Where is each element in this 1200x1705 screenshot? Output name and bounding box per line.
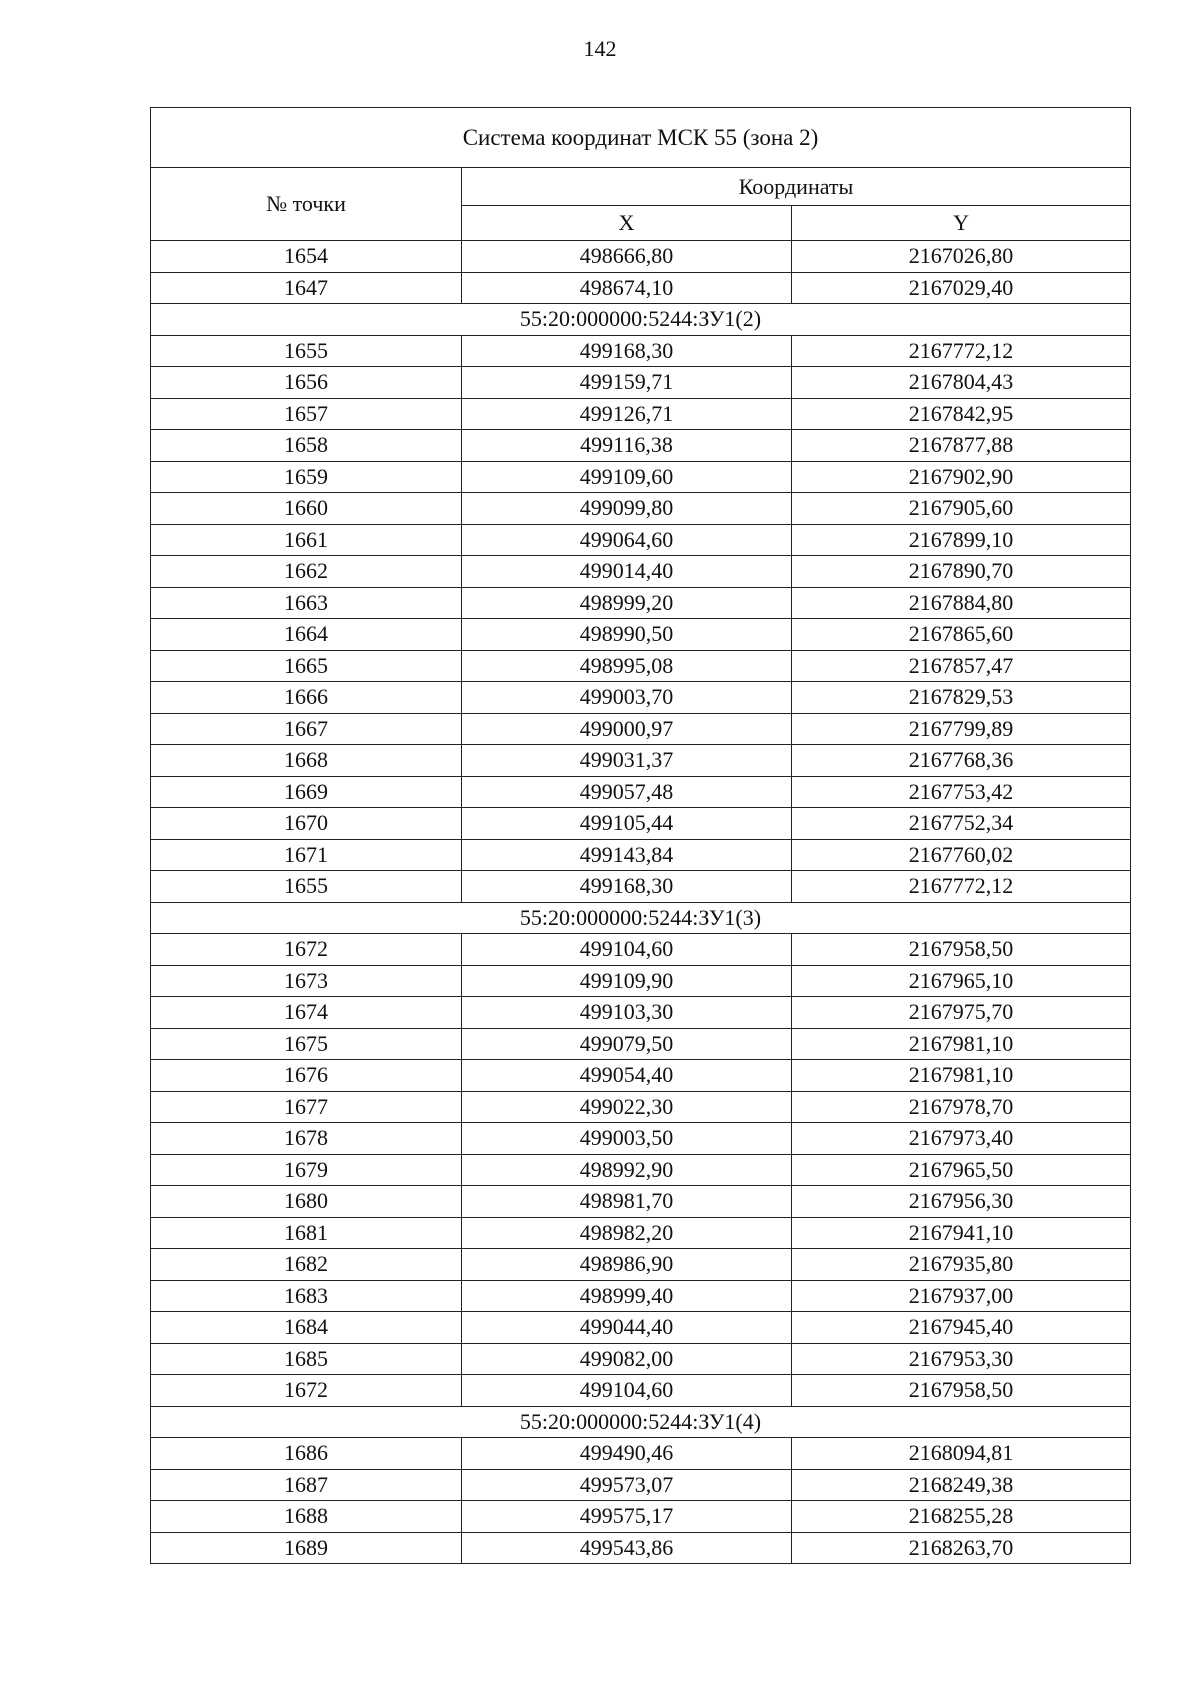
x-coordinate-cell: 499168,30 (462, 871, 792, 903)
x-coordinate-cell: 499105,44 (462, 808, 792, 840)
point-number-cell: 1683 (151, 1280, 462, 1312)
y-coordinate-cell: 2167772,12 (792, 335, 1131, 367)
table-row (151, 682, 1131, 714)
y-coordinate-cell: 2167958,50 (792, 934, 1131, 966)
y-coordinate-cell: 2167935,80 (792, 1249, 1131, 1281)
y-coordinate-cell: 2167799,89 (792, 713, 1131, 745)
table-row (151, 1343, 1131, 1375)
x-coordinate-cell: 498982,20 (462, 1217, 792, 1249)
point-number-cell: 1672 (151, 1375, 462, 1407)
table-row (151, 713, 1131, 745)
point-number-cell: 1658 (151, 430, 462, 462)
x-coordinate-cell: 499003,50 (462, 1123, 792, 1155)
point-number-cell: 1654 (151, 241, 462, 273)
point-number-cell: 1660 (151, 493, 462, 525)
table-row (151, 587, 1131, 619)
x-coordinate-cell: 498990,50 (462, 619, 792, 651)
table-row (151, 1217, 1131, 1249)
x-coordinate-cell: 499103,30 (462, 997, 792, 1029)
y-coordinate-cell: 2167865,60 (792, 619, 1131, 651)
point-number-cell: 1655 (151, 335, 462, 367)
point-number-cell: 1657 (151, 398, 462, 430)
point-number-cell: 1659 (151, 461, 462, 493)
point-number-cell: 1680 (151, 1186, 462, 1218)
point-number-cell: 1688 (151, 1501, 462, 1533)
y-coordinate-cell: 2167899,10 (792, 524, 1131, 556)
point-number-cell: 1678 (151, 1123, 462, 1155)
point-number-cell: 1681 (151, 1217, 462, 1249)
coordinates-table-body (151, 108, 1131, 1564)
section-row (151, 304, 1131, 336)
point-number-cell: 1671 (151, 839, 462, 871)
point-number-cell: 1673 (151, 965, 462, 997)
y-coordinate-cell: 2167890,70 (792, 556, 1131, 588)
table-row (151, 871, 1131, 903)
table-row (151, 808, 1131, 840)
table-row (151, 1280, 1131, 1312)
table-title-row (151, 108, 1131, 168)
x-coordinate-cell: 498999,40 (462, 1280, 792, 1312)
table-row (151, 1060, 1131, 1092)
table-row (151, 1312, 1131, 1344)
y-coordinate-cell: 2167905,60 (792, 493, 1131, 525)
y-coordinate-cell: 2167026,80 (792, 241, 1131, 273)
point-number-cell: 1665 (151, 650, 462, 682)
x-coordinate-cell: 499104,60 (462, 1375, 792, 1407)
y-coordinate-cell: 2167857,47 (792, 650, 1131, 682)
y-coordinate-cell: 2167753,42 (792, 776, 1131, 808)
x-coordinate-cell: 499079,50 (462, 1028, 792, 1060)
x-coordinate-cell: 499168,30 (462, 335, 792, 367)
x-coordinate-cell: 498666,80 (462, 241, 792, 273)
table-row (151, 619, 1131, 651)
point-number-cell: 1647 (151, 272, 462, 304)
table-row (151, 367, 1131, 399)
point-number-cell: 1663 (151, 587, 462, 619)
table-row (151, 839, 1131, 871)
x-coordinate-cell: 499054,40 (462, 1060, 792, 1092)
x-coordinate-cell: 499126,71 (462, 398, 792, 430)
x-coordinate-cell: 499159,71 (462, 367, 792, 399)
table-row (151, 556, 1131, 588)
table-row (151, 272, 1131, 304)
point-number-cell: 1666 (151, 682, 462, 714)
x-coordinate-cell: 499575,17 (462, 1501, 792, 1533)
point-number-cell: 1689 (151, 1532, 462, 1564)
y-coordinate-cell: 2167956,30 (792, 1186, 1131, 1218)
point-number-cell: 1667 (151, 713, 462, 745)
y-coordinate-cell: 2167829,53 (792, 682, 1131, 714)
coordinates-header: Координаты (462, 168, 1131, 206)
point-number-cell: 1687 (151, 1469, 462, 1501)
y-coordinate-cell: 2167941,10 (792, 1217, 1131, 1249)
table-row (151, 745, 1131, 777)
point-number-cell: 1686 (151, 1438, 462, 1470)
y-coordinate-cell: 2167877,88 (792, 430, 1131, 462)
y-coordinate-cell: 2167029,40 (792, 272, 1131, 304)
table-title: Система координат МСК 55 (зона 2) (151, 108, 1131, 168)
table-row (151, 1091, 1131, 1123)
y-coordinate-cell: 2168255,28 (792, 1501, 1131, 1533)
table-row (151, 461, 1131, 493)
table-row (151, 430, 1131, 462)
x-coordinate-cell: 499109,60 (462, 461, 792, 493)
point-number-cell: 1684 (151, 1312, 462, 1344)
y-coordinate-cell: 2167884,80 (792, 587, 1131, 619)
x-coordinate-cell: 499014,40 (462, 556, 792, 588)
table-row (151, 776, 1131, 808)
coordinates-table (150, 107, 1131, 1564)
x-coordinate-cell: 499109,90 (462, 965, 792, 997)
y-coordinate-cell: 2167752,34 (792, 808, 1131, 840)
table-row (151, 398, 1131, 430)
y-coordinate-cell: 2167772,12 (792, 871, 1131, 903)
x-coordinate-cell: 498674,10 (462, 272, 792, 304)
x-coordinate-cell: 499573,07 (462, 1469, 792, 1501)
point-number-cell: 1656 (151, 367, 462, 399)
point-number-cell: 1675 (151, 1028, 462, 1060)
point-number-cell: 1672 (151, 934, 462, 966)
y-coordinate-cell: 2167842,95 (792, 398, 1131, 430)
y-coordinate-cell: 2167945,40 (792, 1312, 1131, 1344)
x-coordinate-cell: 499082,00 (462, 1343, 792, 1375)
x-coordinate-cell: 499099,80 (462, 493, 792, 525)
y-coordinate-cell: 2168094,81 (792, 1438, 1131, 1470)
y-coordinate-cell: 2167768,36 (792, 745, 1131, 777)
point-number-cell: 1668 (151, 745, 462, 777)
x-coordinate-cell: 499044,40 (462, 1312, 792, 1344)
point-number-header: № точки (151, 168, 462, 241)
y-coordinate-cell: 2168249,38 (792, 1469, 1131, 1501)
point-number-cell: 1677 (151, 1091, 462, 1123)
y-coordinate-cell: 2167958,50 (792, 1375, 1131, 1407)
y-coordinate-cell: 2167902,90 (792, 461, 1131, 493)
x-coordinate-cell: 499031,37 (462, 745, 792, 777)
section-label: 55:20:000000:5244:ЗУ1(4) (151, 1406, 1131, 1438)
table-row (151, 965, 1131, 997)
point-number-cell: 1682 (151, 1249, 462, 1281)
x-coordinate-cell: 499057,48 (462, 776, 792, 808)
y-coordinate-cell: 2167937,00 (792, 1280, 1131, 1312)
section-label: 55:20:000000:5244:ЗУ1(2) (151, 304, 1131, 336)
y-coordinate-cell: 2167981,10 (792, 1060, 1131, 1092)
x-coordinate-cell: 499064,60 (462, 524, 792, 556)
header-row (151, 168, 1131, 206)
x-coordinate-cell: 499490,46 (462, 1438, 792, 1470)
table-row (151, 1028, 1131, 1060)
table-row (151, 1438, 1131, 1470)
y-coordinate-cell: 2167965,10 (792, 965, 1131, 997)
point-number-cell: 1676 (151, 1060, 462, 1092)
table-row (151, 335, 1131, 367)
x-coordinate-cell: 499000,97 (462, 713, 792, 745)
point-number-cell: 1661 (151, 524, 462, 556)
section-row (151, 902, 1131, 934)
point-number-cell: 1655 (151, 871, 462, 903)
point-number-cell: 1685 (151, 1343, 462, 1375)
y-coordinate-cell: 2167981,10 (792, 1028, 1131, 1060)
point-number-cell: 1670 (151, 808, 462, 840)
table-row (151, 1501, 1131, 1533)
y-coordinate-cell: 2167975,70 (792, 997, 1131, 1029)
table-row (151, 997, 1131, 1029)
y-coordinate-cell: 2168263,70 (792, 1532, 1131, 1564)
x-coordinate-cell: 499022,30 (462, 1091, 792, 1123)
table-row (151, 650, 1131, 682)
y-coordinate-cell: 2167953,30 (792, 1343, 1131, 1375)
point-number-cell: 1664 (151, 619, 462, 651)
point-number-cell: 1674 (151, 997, 462, 1029)
x-column-header: X (462, 206, 792, 241)
x-coordinate-cell: 499116,38 (462, 430, 792, 462)
table-row (151, 241, 1131, 273)
page-number: 142 (583, 36, 617, 61)
table-row (151, 1249, 1131, 1281)
table-row (151, 1375, 1131, 1407)
table-row (151, 934, 1131, 966)
x-coordinate-cell: 499003,70 (462, 682, 792, 714)
x-coordinate-cell: 498992,90 (462, 1154, 792, 1186)
point-number-cell: 1669 (151, 776, 462, 808)
table-row (151, 1532, 1131, 1564)
x-coordinate-cell: 498981,70 (462, 1186, 792, 1218)
x-coordinate-cell: 499143,84 (462, 839, 792, 871)
x-coordinate-cell: 499543,86 (462, 1532, 792, 1564)
table-row (151, 524, 1131, 556)
y-coordinate-cell: 2167760,02 (792, 839, 1131, 871)
y-coordinate-cell: 2167804,43 (792, 367, 1131, 399)
x-coordinate-cell: 498995,08 (462, 650, 792, 682)
y-coordinate-cell: 2167965,50 (792, 1154, 1131, 1186)
x-coordinate-cell: 499104,60 (462, 934, 792, 966)
table-row (151, 493, 1131, 525)
table-row (151, 1123, 1131, 1155)
point-number-cell: 1662 (151, 556, 462, 588)
table-row (151, 1186, 1131, 1218)
y-coordinate-cell: 2167978,70 (792, 1091, 1131, 1123)
y-coordinate-cell: 2167973,40 (792, 1123, 1131, 1155)
x-coordinate-cell: 498999,20 (462, 587, 792, 619)
x-coordinate-cell: 498986,90 (462, 1249, 792, 1281)
table-row (151, 1154, 1131, 1186)
y-column-header: Y (792, 206, 1131, 241)
table-row (151, 1469, 1131, 1501)
section-row (151, 1406, 1131, 1438)
section-label: 55:20:000000:5244:ЗУ1(3) (151, 902, 1131, 934)
point-number-cell: 1679 (151, 1154, 462, 1186)
